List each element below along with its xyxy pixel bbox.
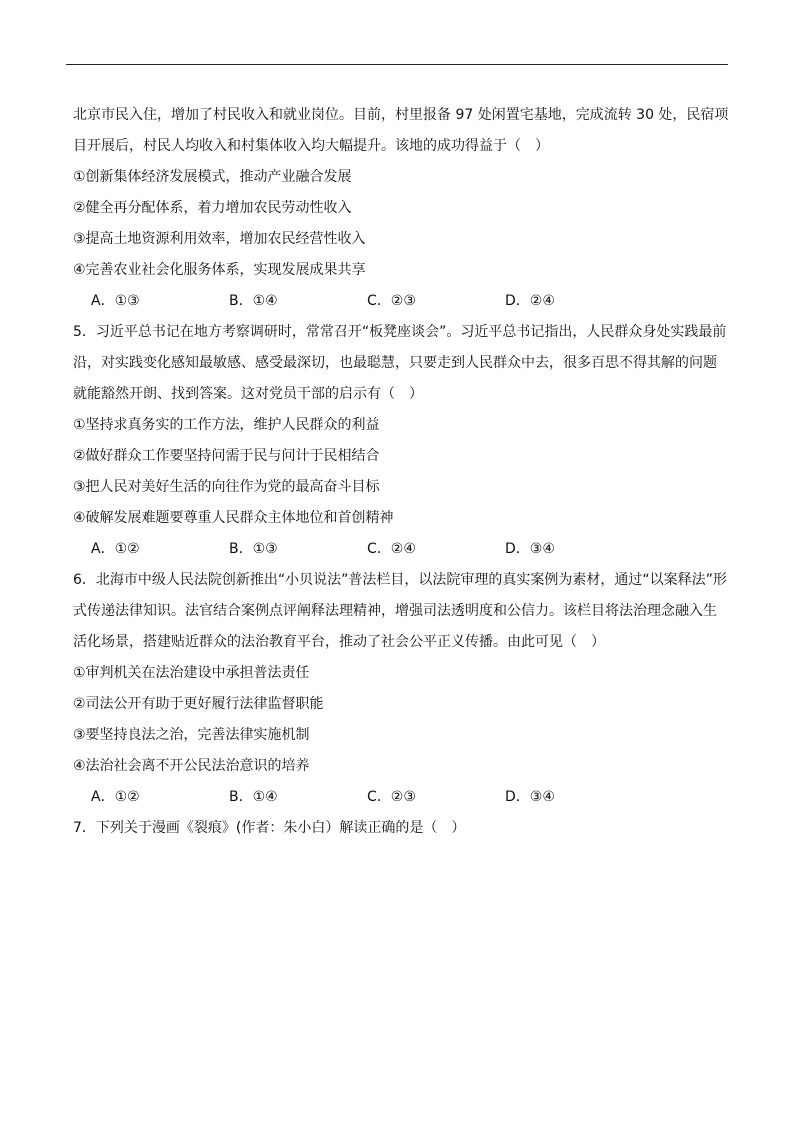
statement-item: ④完善农业社会化服务体系，实现发展成果共享 [73, 262, 366, 278]
option-c[interactable]: C．②③ [367, 293, 416, 309]
statement-item: ④破解发展难题要尊重人民群众主体地位和首创精神 [73, 510, 394, 526]
question-stem-line: 活化场景，搭建贴近群众的法治教育平台，推动了社会公平正义传播。由此可见（ ） [73, 634, 605, 650]
statement-item: ③把人民对美好生活的向往作为党的最高奋斗目标 [73, 479, 380, 495]
question-stem-line: 北京市民入住，增加了村民收入和就业岗位。目前，村里报备 97 处闲置宅基地，完成流转 30 处，民宿项 [73, 107, 729, 123]
question-stem-line: 式传递法律知识。法官结合案例点评阐释法理精神，增强司法透明度和公信力。该栏目将法治理念融入生 [73, 603, 717, 619]
option-c[interactable]: C．②④ [367, 541, 416, 557]
answer-options [73, 782, 723, 813]
question-6 [73, 565, 727, 813]
statement-item: ③要坚持良法之治，完善法律实施机制 [73, 727, 310, 743]
question-7 [73, 813, 723, 844]
option-a[interactable]: A．①③ [91, 293, 140, 309]
answer-options [73, 286, 723, 317]
statement-item: ②健全再分配体系，着力增加农民劳动性收入 [73, 200, 352, 216]
option-a[interactable]: A．①② [91, 789, 140, 805]
question-stem-line: 7．下列关于漫画《裂痕》(作者：朱小白）解读正确的是（ ） [73, 820, 466, 836]
statement-item: ②司法公开有助于更好履行法律监督职能 [73, 696, 324, 712]
question-content [73, 100, 729, 844]
option-c[interactable]: C．②③ [367, 789, 416, 805]
question-stem-line: 就能豁然开朗、找到答案。这对党员干部的启示有（ ） [73, 386, 423, 402]
statement-item: ④法治社会离不开公民法治意识的培养 [73, 758, 310, 774]
option-d[interactable]: D．③④ [505, 789, 555, 805]
statement-item: ①创新集体经济发展模式，推动产业融合发展 [73, 169, 352, 185]
option-a[interactable]: A．①② [91, 541, 140, 557]
option-b[interactable]: B．①③ [229, 541, 278, 557]
option-d[interactable]: D．②④ [505, 293, 555, 309]
question-5 [73, 317, 727, 565]
header-rule [66, 64, 728, 65]
option-b[interactable]: B．①④ [229, 789, 278, 805]
question-stem-line: 目开展后，村民人均收入和村集体收入均大幅提升。该地的成功得益于（ ） [73, 138, 549, 154]
question-4 [73, 100, 729, 317]
question-stem-line: 5．习近平总书记在地方考察调研时，常常召开“板凳座谈会”。习近平总书记指出，人民群众身处实践最前 [73, 324, 727, 340]
statement-item: ②做好群众工作要坚持问需于民与问计于民相结合 [73, 448, 380, 464]
statement-item: ③提高土地资源利用效率，增加农民经营性收入 [73, 231, 366, 247]
option-b[interactable]: B．①④ [229, 293, 278, 309]
option-d[interactable]: D．③④ [505, 541, 555, 557]
question-stem-line: 沿，对实践变化感知最敏感、感受最深切，也最聪慧，只要走到人民群众中去，很多百思不得其解的问题 [73, 355, 717, 371]
statement-item: ①坚持求真务实的工作方法，维护人民群众的利益 [73, 417, 380, 433]
question-stem-line: 6．北海市中级人民法院创新推出“小贝说法”普法栏目，以法院审理的真实案例为素材，通过“以案释法”形 [73, 572, 727, 588]
answer-options [73, 534, 723, 565]
statement-item: ①审判机关在法治建设中承担普法责任 [73, 665, 310, 681]
